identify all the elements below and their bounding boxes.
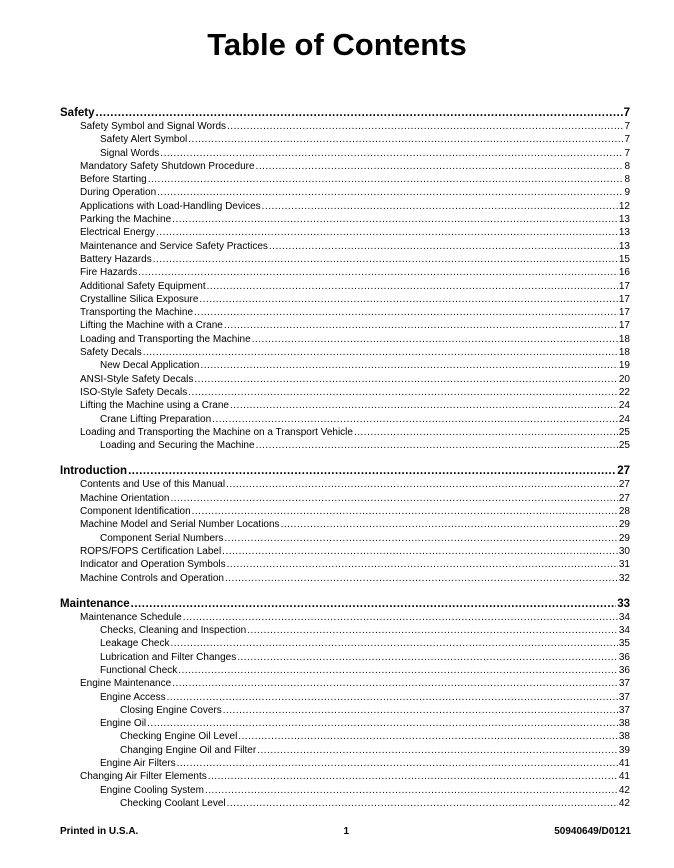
dot-leader <box>177 757 618 770</box>
toc-entry[interactable] <box>60 717 630 730</box>
dot-leader <box>224 319 618 332</box>
toc-entry-page: 39 <box>618 744 630 756</box>
toc-entry-page: 37 <box>618 691 630 703</box>
toc-entry[interactable] <box>60 399 630 412</box>
toc-entry-page: 20 <box>618 373 630 385</box>
toc-entry[interactable] <box>60 797 630 810</box>
toc-entry-title: New Decal Application <box>100 360 200 372</box>
toc-entry[interactable] <box>60 280 630 293</box>
toc-entry-title: Changing Engine Oil and Filter <box>120 744 257 756</box>
toc-entry-title: ANSI-Style Safety Decals <box>80 373 194 385</box>
toc-entry[interactable] <box>60 558 630 571</box>
dot-leader <box>256 160 624 173</box>
toc-entry-title: Safety <box>60 107 95 119</box>
toc-section <box>60 597 630 810</box>
toc-entry-title: Checking Coolant Level <box>120 797 226 809</box>
dot-leader <box>205 784 618 797</box>
footer-page-number: 1 <box>343 826 350 837</box>
toc-entry-page: 18 <box>618 347 630 359</box>
toc-entry-page: 13 <box>618 227 630 239</box>
toc-entry-title: Mandatory Safety Shutdown Procedure <box>80 160 255 172</box>
dot-leader <box>257 744 618 757</box>
toc-entry-title: Engine Oil <box>100 718 147 730</box>
dot-leader <box>160 147 623 160</box>
dot-leader <box>230 399 618 412</box>
dot-leader <box>237 651 618 664</box>
toc-entry[interactable] <box>60 505 630 518</box>
toc-entry[interactable] <box>60 624 630 637</box>
toc-entry-title: Lifting the Machine using a Crane <box>80 400 229 412</box>
toc-entry-title: Component Identification <box>80 506 191 518</box>
toc-entry-title: Applications with Load-Handling Devices <box>80 200 261 212</box>
toc-entry[interactable] <box>60 213 630 226</box>
toc-entry[interactable] <box>60 253 630 266</box>
dot-leader <box>226 478 618 491</box>
toc-entry-page: 16 <box>618 267 630 279</box>
dot-leader <box>171 637 618 650</box>
toc-entry[interactable] <box>60 359 630 372</box>
toc-entry-page: 24 <box>618 400 630 412</box>
toc-entry-title: Closing Engine Covers <box>120 704 222 716</box>
toc-section <box>60 464 630 584</box>
toc-entry-page: 12 <box>618 200 630 212</box>
dot-leader <box>354 426 618 439</box>
toc-section-heading[interactable] <box>60 106 630 120</box>
dot-leader <box>224 532 617 545</box>
toc-entry-title: Loading and Transporting the Machine on a Transport Vehicle <box>80 426 353 438</box>
dot-leader <box>212 413 618 426</box>
toc-entry-page: 31 <box>618 559 630 571</box>
toc-entry-page: 30 <box>618 545 630 557</box>
toc-entry-title: Signal Words <box>100 147 160 159</box>
toc-entry-title: During Operation <box>80 187 157 199</box>
toc-entry[interactable] <box>60 677 630 690</box>
toc-entry[interactable] <box>60 664 630 677</box>
toc-entry[interactable] <box>60 293 630 306</box>
dot-leader <box>238 730 618 743</box>
toc-entry[interactable] <box>60 730 630 743</box>
toc-entry-page: 7 <box>624 134 630 146</box>
toc-entry-page: 27 <box>618 479 630 491</box>
dot-leader <box>252 333 618 346</box>
toc-entry-title: Checking Engine Oil Level <box>120 731 238 743</box>
toc-entry-title: Indicator and Operation Symbols <box>80 559 226 571</box>
toc-entry-page: 27 <box>617 465 630 478</box>
toc-entry[interactable] <box>60 240 630 253</box>
toc-entry[interactable] <box>60 637 630 650</box>
dot-leader <box>157 186 623 199</box>
toc-entry[interactable] <box>60 200 630 213</box>
dot-leader <box>256 439 618 452</box>
toc-entry[interactable] <box>60 439 630 452</box>
toc-entry-page: 25 <box>618 426 630 438</box>
dot-leader <box>188 133 623 146</box>
toc-entry[interactable] <box>60 306 630 319</box>
dot-leader <box>222 545 618 558</box>
toc-entry-page: 34 <box>618 611 630 623</box>
toc-entry[interactable] <box>60 532 630 545</box>
table-of-contents <box>60 106 630 822</box>
dot-leader <box>269 240 618 253</box>
dot-leader <box>201 359 618 372</box>
toc-entry[interactable] <box>60 120 630 133</box>
toc-entry-title: Contents and Use of this Manual <box>80 479 226 491</box>
toc-entry[interactable] <box>60 160 630 173</box>
dot-leader <box>207 280 618 293</box>
toc-entry-page: 32 <box>618 572 630 584</box>
toc-entry-page: 22 <box>618 386 630 398</box>
toc-entry-page: 7 <box>624 121 630 132</box>
toc-entry-title: Loading and Transporting the Machine <box>80 333 251 345</box>
toc-entry-page: 25 <box>618 440 630 452</box>
toc-entry-page: 7 <box>624 147 630 159</box>
toc-entry-page: 7 <box>623 107 630 119</box>
toc-entry-title: Parking the Machine <box>80 214 172 226</box>
toc-entry[interactable] <box>60 770 630 783</box>
toc-entry-title: Electrical Energy <box>80 227 156 239</box>
toc-entry-title: Safety Symbol and Signal Words <box>80 121 227 132</box>
toc-entry-page: 8 <box>624 174 630 186</box>
toc-entry-title: Machine Orientation <box>80 492 170 504</box>
toc-section-heading[interactable] <box>60 597 630 611</box>
toc-entry-page: 28 <box>618 506 630 518</box>
toc-entry[interactable] <box>60 691 630 704</box>
toc-entry-title: Transporting the Machine <box>80 307 194 319</box>
dot-leader <box>171 492 618 505</box>
toc-entry-title: Maintenance and Service Safety Practices <box>80 240 268 252</box>
toc-entry[interactable] <box>60 478 630 491</box>
toc-entry[interactable] <box>60 784 630 797</box>
dot-leader <box>223 704 618 717</box>
toc-section <box>60 106 630 452</box>
toc-entry-title: Machine Model and Serial Number Locations <box>80 519 280 531</box>
toc-entry[interactable] <box>60 333 630 346</box>
toc-entry-title: Crystalline Silica Exposure <box>80 293 199 305</box>
toc-entry[interactable] <box>60 319 630 332</box>
toc-entry[interactable] <box>60 545 630 558</box>
toc-entry[interactable] <box>60 492 630 505</box>
toc-entry-title: Engine Access <box>100 691 166 703</box>
toc-entry-title: Maintenance Schedule <box>80 611 182 623</box>
dot-leader <box>172 213 618 226</box>
toc-entry-title: Engine Cooling System <box>100 784 204 796</box>
dot-leader <box>227 797 618 810</box>
toc-entry-page: 17 <box>618 293 630 305</box>
toc-entry-title: Lifting the Machine with a Crane <box>80 320 223 332</box>
dot-leader <box>199 293 617 306</box>
toc-entry[interactable] <box>60 186 630 199</box>
dot-leader <box>194 306 618 319</box>
toc-entry-title: Crane Lifting Preparation <box>100 413 212 425</box>
toc-entry-title: Introduction <box>60 465 128 478</box>
dot-leader <box>183 611 618 624</box>
dot-leader <box>172 677 618 690</box>
toc-entry-title: Engine Maintenance <box>80 678 172 690</box>
toc-entry-page: 9 <box>624 187 630 199</box>
toc-entry-title: Maintenance <box>60 597 130 610</box>
toc-entry-page: 37 <box>618 678 630 690</box>
toc-entry-title: Before Starting <box>80 174 147 186</box>
dot-leader <box>128 464 616 478</box>
toc-entry[interactable] <box>60 386 630 399</box>
toc-entry-title: Engine Air Filters <box>100 758 176 770</box>
dot-leader <box>227 120 623 133</box>
toc-entry-page: 18 <box>618 333 630 345</box>
toc-entry-page: 34 <box>618 625 630 637</box>
page-title: Table of Contents <box>207 27 467 62</box>
dot-leader <box>262 200 618 213</box>
toc-entry-title: ISO-Style Safety Decals <box>80 386 188 398</box>
toc-entry-page: 33 <box>617 597 630 610</box>
toc-entry-title: Safety Alert Symbol <box>100 134 188 146</box>
dot-leader <box>194 373 618 386</box>
dot-leader <box>156 226 618 239</box>
toc-entry-page: 19 <box>618 360 630 372</box>
toc-entry-title: Functional Check <box>100 664 178 676</box>
toc-entry-title: ROPS/FOPS Certification Label <box>80 545 222 557</box>
toc-entry[interactable] <box>60 572 630 585</box>
dot-leader <box>188 386 618 399</box>
dot-leader <box>138 266 618 279</box>
toc-entry-title: Leakage Check <box>100 638 170 650</box>
toc-entry-page: 38 <box>618 731 630 743</box>
toc-entry-page: 38 <box>618 718 630 730</box>
toc-entry[interactable] <box>60 373 630 386</box>
dot-leader <box>227 558 618 571</box>
dot-leader <box>247 624 618 637</box>
toc-entry-title: Lubrication and Filter Changes <box>100 651 237 663</box>
footer-printed-in: Printed in U.S.A. <box>60 826 139 837</box>
dot-leader <box>153 253 618 266</box>
toc-entry-page: 41 <box>618 771 630 783</box>
toc-entry[interactable] <box>60 518 630 531</box>
toc-entry[interactable] <box>60 173 630 186</box>
toc-entry-title: Checks, Cleaning and Inspection <box>100 625 247 637</box>
dot-leader <box>178 664 618 677</box>
toc-entry-page: 29 <box>618 532 630 544</box>
toc-entry-page: 41 <box>618 758 630 770</box>
dot-leader <box>131 597 617 611</box>
toc-entry-page: 17 <box>618 320 630 332</box>
toc-section-heading[interactable] <box>60 464 630 478</box>
dot-leader <box>96 106 623 120</box>
toc-entry-page: 36 <box>618 651 630 663</box>
toc-entry-title: Machine Controls and Operation <box>80 572 224 584</box>
toc-entry-title: Battery Hazards <box>80 253 152 265</box>
toc-entry[interactable] <box>60 757 630 770</box>
toc-entry-page: 13 <box>618 214 630 226</box>
toc-entry-page: 42 <box>618 797 630 809</box>
toc-entry-page: 29 <box>618 519 630 531</box>
toc-entry-page: 24 <box>618 413 630 425</box>
toc-entry-page: 17 <box>618 280 630 292</box>
toc-entry-page: 37 <box>618 704 630 716</box>
dot-leader <box>148 173 624 186</box>
toc-entry-page: 13 <box>618 240 630 252</box>
toc-entry[interactable] <box>60 651 630 664</box>
dot-leader <box>143 346 618 359</box>
toc-entry[interactable] <box>60 744 630 757</box>
dot-leader <box>192 505 618 518</box>
toc-entry-title: Changing Air Filter Elements <box>80 771 207 783</box>
toc-entry[interactable] <box>60 266 630 279</box>
toc-entry[interactable] <box>60 413 630 426</box>
toc-entry[interactable] <box>60 147 630 160</box>
toc-entry[interactable] <box>60 611 630 624</box>
toc-entry-page: 42 <box>618 784 630 796</box>
dot-leader <box>167 691 618 704</box>
toc-entry-title: Component Serial Numbers <box>100 532 224 544</box>
toc-entry-title: Additional Safety Equipment <box>80 280 206 292</box>
toc-entry-title: Fire Hazards <box>80 267 138 279</box>
footer-document-number: 50940649/D0121 <box>554 826 631 837</box>
toc-entry-page: 8 <box>624 160 630 172</box>
page-footer <box>60 826 631 837</box>
toc-entry-page: 15 <box>618 253 630 265</box>
toc-entry-page: 27 <box>618 492 630 504</box>
toc-entry[interactable] <box>60 226 630 239</box>
toc-entry[interactable] <box>60 133 630 146</box>
dot-leader <box>208 770 618 783</box>
dot-leader <box>281 518 618 531</box>
toc-entry-title: Safety Decals <box>80 347 142 359</box>
toc-entry[interactable] <box>60 426 630 439</box>
dot-leader <box>147 717 618 730</box>
toc-entry-page: 17 <box>618 307 630 319</box>
toc-entry-page: 35 <box>618 638 630 650</box>
toc-entry[interactable] <box>60 346 630 359</box>
toc-entry-title: Loading and Securing the Machine <box>100 440 255 452</box>
toc-entry-page: 36 <box>618 664 630 676</box>
dot-leader <box>225 572 618 585</box>
toc-entry[interactable] <box>60 704 630 717</box>
